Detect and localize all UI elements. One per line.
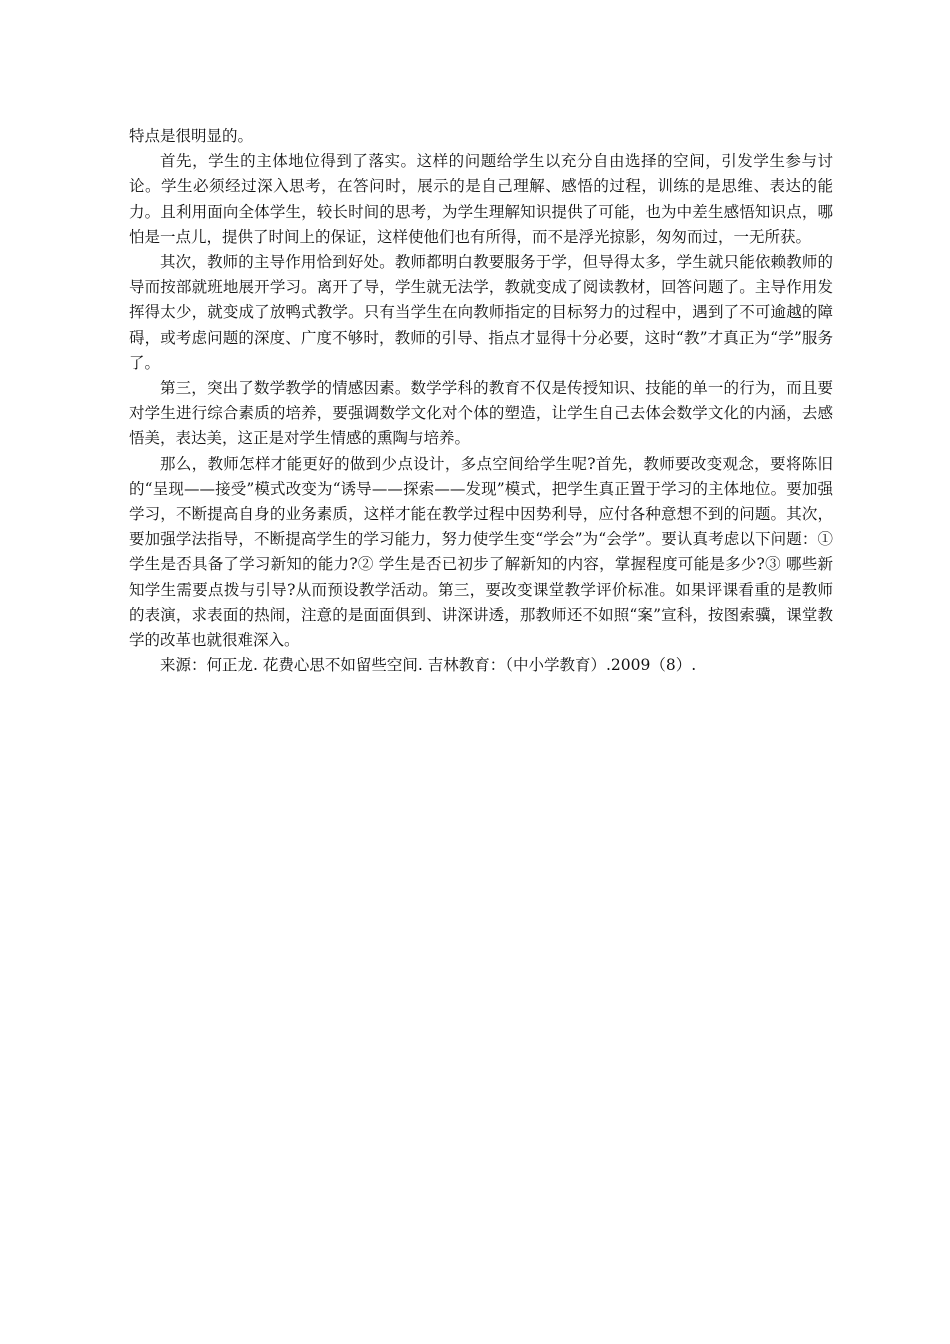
- paragraph-recommendations: 那么，教师怎样才能更好的做到少点设计，多点空间给学生呢?首先，教师要改变观念，要将陈旧的“呈现——接受”模式改变为“诱导——探索——发现”模式，把学生真正置于学习的主体地位。要加强学习，不断提高自身的业务素质，这样才能在教学过程中因势利导，应付各种意想不到的问题。其次，要加强学法指导，不断提高学生的学习能力，努力使学生变“学会”为“会学”。要认真考虑以下问题：①学生是否具备了学习新知的能力?② 学生是否已初步了解新知的内容，掌握程度可能是多少?③ 哪些新知学生需要点拨与引导?从而预设教学活动。第三，要改变课堂教学评价标准。如果评课看重的是教师的表演，求表面的热闹，注意的是面面俱到、讲深讲透，那教师还不如照“案”宣科，按图索骥，课堂教学的改革也就很难深入。: [129, 454, 833, 650]
- paragraph-second-point: 其次，教师的主导作用恰到好处。教师都明白教要服务于学，但导得太多，学生就只能依赖教师的导而按部就班地展开学习。离开了导，学生就无法学，教就变成了阅读教材，回答问题了。主导作用发挥得太少，就变成了放鸭式教学。只有当学生在向教师指定的目标努力的过程中，遇到了不可逾越的障碍，或考虑问题的深度、广度不够时，教师的引导、指点才显得十分必要，这时“教”才真正为“学”服务了。: [129, 253, 833, 372]
- paragraph-first-point: 首先，学生的主体地位得到了落实。这样的问题给学生以充分自由选择的空间，引发学生参与讨论。学生必须经过深入思考，在答问时，展示的是自己理解、感悟的过程，训练的是思维、表达的能力。且利用面向全体学生，较长时间的思考，为学生理解知识提供了可能，也为中差生感悟知识点，哪怕是一点儿，提供了时间上的保证，这样使他们也有所得，而不是浮光掠影，匆匆而过，一无所获。: [129, 152, 833, 246]
- paragraph-third-point: 第三，突出了数学教学的情感因素。数学学科的教育不仅是传授知识、技能的单一的行为，而且要对学生进行综合素质的培养，要强调数学文化对个体的塑造，让学生自己去体会数学文化的内涵，去感悟美，表达美，这正是对学生情感的熏陶与培养。: [129, 379, 833, 448]
- document-body: [129, 124, 833, 678]
- source-citation: 来源：何正龙. 花费心思不如留些空间. 吉林教育：（中小学教育）.2009（8）.: [160, 656, 697, 675]
- paragraph-continuation: 特点是很明显的。: [129, 127, 254, 145]
